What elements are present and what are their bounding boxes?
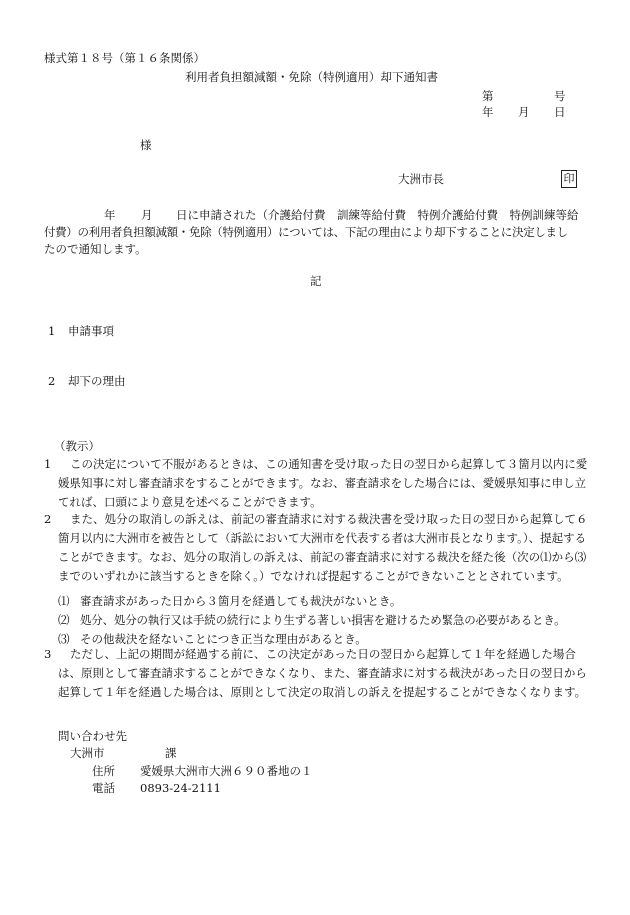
intro-year: 年 xyxy=(104,208,116,222)
kyouji-item-2-number: 2 xyxy=(44,512,52,526)
intro-line-2: 付費）の利用者負担額減額・免除（特例適用）については、下記の理由により却下することに決定しまし xyxy=(44,225,568,239)
section-2-number: 2 xyxy=(48,374,56,388)
contact-org: 大洲市 xyxy=(70,746,105,760)
kyouji-heading: （教示） xyxy=(54,439,100,453)
kyouji-sub-3-text: その他裁決を経ないことにつき正当な理由があるとき。 xyxy=(80,632,367,646)
kyouji-sub-1 xyxy=(58,592,592,611)
kyouji-sub-2-text: 処分、処分の執行又は手続の続行により生ずる著しい損害を避けるため緊急の必要があるとき。 xyxy=(80,613,566,627)
intro-month: 月 xyxy=(141,208,153,222)
kyouji-sub-3-number: ⑶ xyxy=(58,632,70,646)
date-year: 年 xyxy=(482,105,494,119)
document-title: 利用者負担額減額・免除（特例適用）却下通知書 xyxy=(185,70,438,84)
sender-name: 大洲市長 xyxy=(398,172,444,186)
kyouji-sub-2 xyxy=(58,611,592,630)
recipient-suffix: 様 xyxy=(140,138,152,152)
kyouji-item-2 xyxy=(44,510,592,586)
contact-address-label: 住所 xyxy=(92,764,115,778)
doc-no-prefix: 第 xyxy=(482,89,494,103)
section-1-label: 申請事項 xyxy=(68,324,114,338)
doc-no-suffix: 号 xyxy=(554,89,566,103)
kyouji-item-1-number: 1 xyxy=(44,457,52,471)
contact-phone: 0893-24-2111 xyxy=(140,781,221,795)
intro-line-1: 日に申請された（介護給付費 訓練等給付費 特例介護給付費 特例訓練等給 xyxy=(176,208,579,222)
section-2-label: 却下の理由 xyxy=(68,374,126,388)
intro-line-3: たので通知します。 xyxy=(44,242,147,256)
kyouji-item-3 xyxy=(44,645,592,721)
kyouji-item-1 xyxy=(44,455,592,512)
kyouji-sub-1-text: 審査請求があった日から３箇月を経過しても裁決がないとき。 xyxy=(80,594,402,608)
kyouji-sub-1-number: ⑴ xyxy=(58,594,70,608)
kyouji-item-3-number: 3 xyxy=(44,647,52,661)
contact-section-suffix: 課 xyxy=(165,746,177,760)
section-1-number: 1 xyxy=(48,324,56,338)
kyouji-item-3-text: ただし、上記の期間が経過する前に、この決定があった日の翌日から起算して１年を経過した場合は、原則として審査請求することができなくなり、また、審査請求に対する裁決があった日の翌日から起算して１年を経過した場合は、原則として決定の取消しの訴えを提起することができなくなります。 xyxy=(58,647,587,699)
ki-heading: 記 xyxy=(310,274,322,288)
date-month: 月 xyxy=(518,105,530,119)
date-day: 日 xyxy=(554,105,566,119)
kyouji-sub-2-number: ⑵ xyxy=(58,613,70,627)
form-number: 様式第１８号（第１６条関係） xyxy=(44,51,205,65)
contact-phone-label: 電話 xyxy=(92,781,115,795)
kyouji-item-2-text: また、処分の取消しの訴えは、前記の審査請求に対する裁決書を受け取った日の翌日から起算して６箇月以内に大洲市を被告として（訴訟において大洲市を代表する者は大洲市長となります。）、提起することができます。なお、処分の取消しの訴えは、前記の審査請求に対する裁決を経た後（次の⑴から⑶までのいずれかに該当するときを除く。）でなければ提起することができないこととされています。 xyxy=(58,512,588,583)
seal-mark: 印 xyxy=(561,170,577,188)
contact-heading: 問い合わせ先 xyxy=(58,729,127,743)
contact-address: 愛媛県大洲市大洲６９０番地の１ xyxy=(140,764,313,778)
kyouji-item-1-text: この決定について不服があるときは、この通知書を受け取った日の翌日から起算して３箇月以内に愛媛県知事に対し審査請求をすることができます。なお、審査請求をした場合には、愛媛県知事に申し立てれば、口頭により意見を述べることができます。 xyxy=(58,457,588,509)
